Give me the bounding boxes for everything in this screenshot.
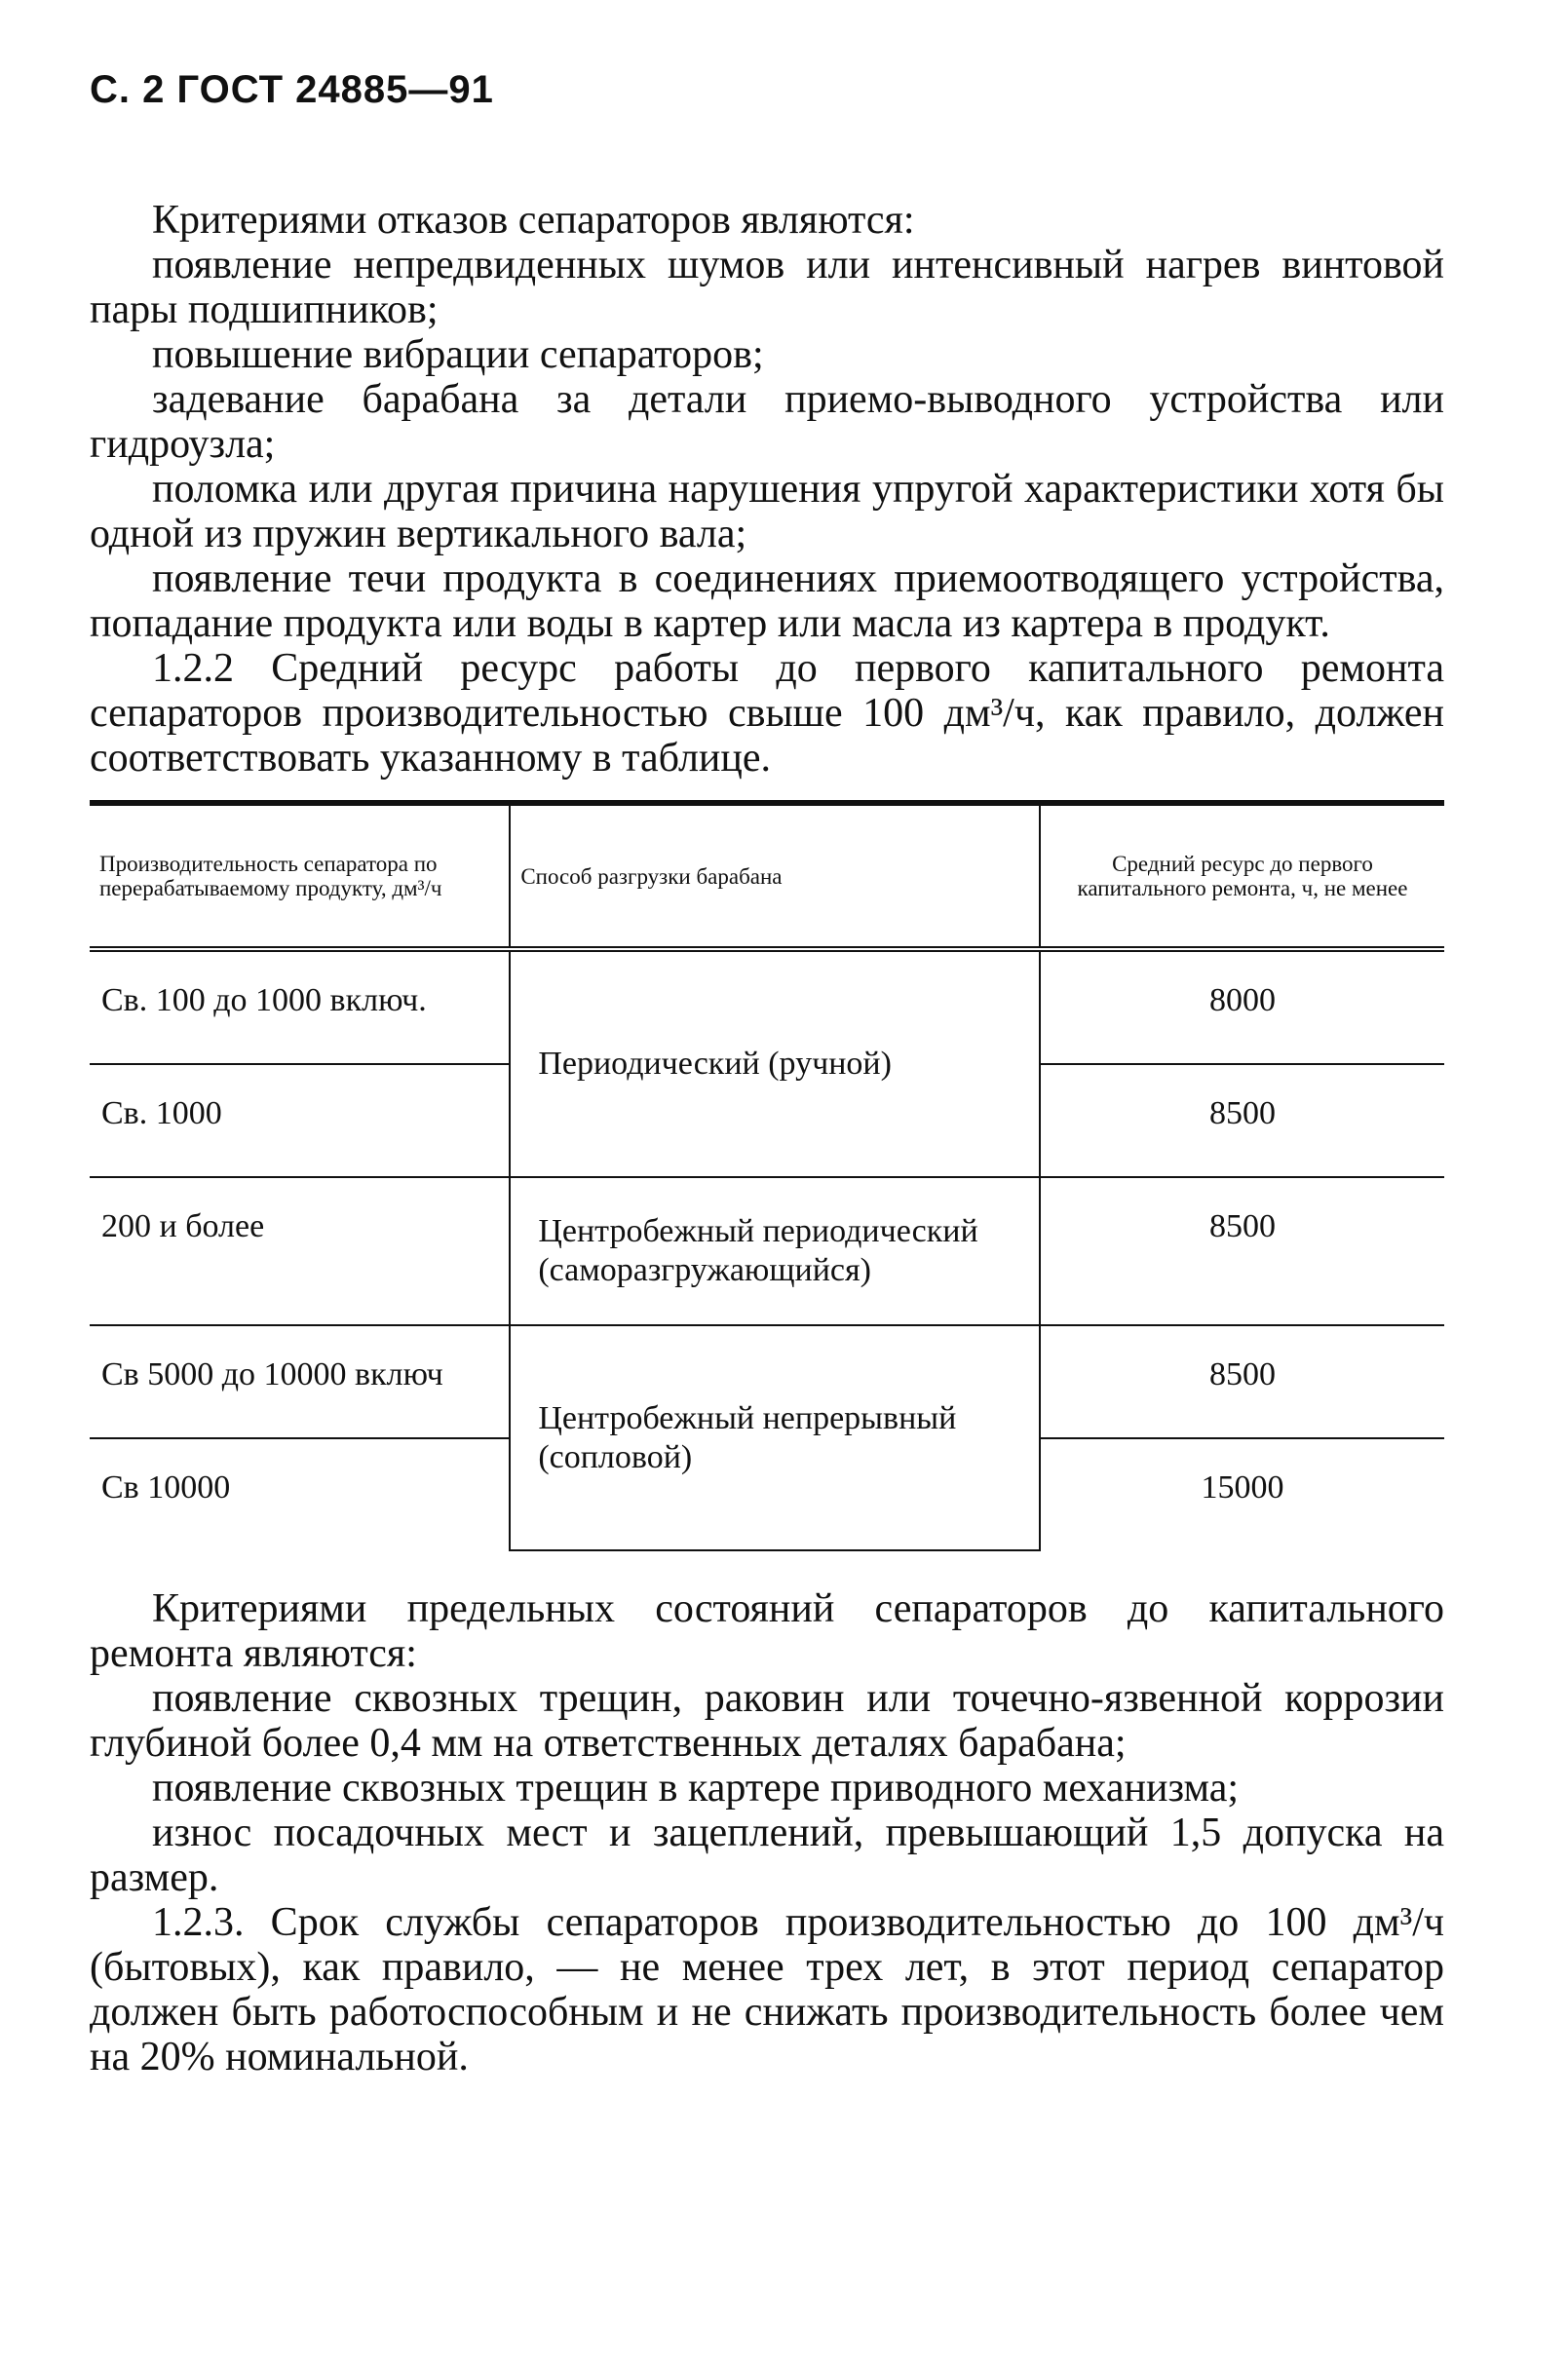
resource-cell: 8500 [1040,1325,1444,1438]
capacity-cell: Св 10000 [101,1469,231,1506]
capacity-cell: Св 5000 до 10000 включ [90,1325,510,1438]
table-row [90,1177,1444,1325]
capacity-cell: 200 и более [90,1177,510,1325]
failure-criterion-item: появление течи продукта в соединениях приемоотводящего устройства, попадание продукта или воды в картер или масла из картера в продукт. [90,556,1444,646]
resource-cell: 8500 [1040,1064,1444,1177]
header-capacity: Производительность сепаратора по перерабатываемому продукту, дм³/ч [90,803,510,949]
table-row [90,1325,1444,1438]
failure-criterion-item: задевание барабана за детали приемо-выводного устройства или гидроузла; [90,377,1444,467]
table-header-row [90,803,1444,949]
resource-cell: 8000 [1040,949,1444,1064]
resource-cell: 8500 [1040,1177,1444,1325]
capacity-cell: Св. 100 до 1000 включ. [90,949,510,1064]
failure-criterion-item: повышение вибрации сепараторов; [152,332,764,377]
failure-criterion-item: поломка или другая причина нарушения упругой характеристики хотя бы одной из пружин вертикального вала; [90,467,1444,556]
table-row [90,949,1444,1064]
capacity-cell: Св. 1000 [90,1064,510,1177]
header-unloading-method: Способ разгрузки барабана [510,803,1040,949]
resource-cell: 15000 [1040,1438,1444,1550]
limit-states-lead: Критериями предельных состояний сепараторов до капитального ремонта являются: [90,1586,1444,1676]
document-page [90,68,1444,2079]
method-cell: Центробежный непрерывный (сопловой) [510,1325,1040,1550]
running-head: С. 2 ГОСТ 24885—91 [90,68,494,111]
limit-state-item: появление сквозных трещин в картере приводного механизма; [152,1766,1240,1811]
clause-1-2-3: 1.2.3. Срок службы сепараторов производительностью до 100 дм³/ч (бытовых), как правило, — не менее трех лет, в этот период сепаратор должен быть работоспособным и не снижать производительность более чем на 20% номинальной. [90,1900,1444,2079]
limit-state-item: появление сквозных трещин, раковин или точечно-язвенной коррозии глубиной более 0,4 мм на ответственных деталях барабана; [90,1676,1444,1766]
method-cell: Центробежный периодический (саморазгружающийся) [510,1177,1040,1325]
method-cell: Периодический (ручной) [510,949,1040,1177]
failure-criterion-item: появление непредвиденных шумов или интенсивный нагрев винтовой пары подшипников; [90,243,1444,332]
header-average-resource: Средний ресурс до первого капитального ремонта, ч, не менее [1040,803,1444,949]
failure-criteria-lead: Критериями отказов сепараторов являются: [152,198,915,243]
clause-1-2-2: 1.2.2 Средний ресурс работы до первого капитального ремонта сепараторов производительностью свыше 100 дм³/ч, как правило, должен соответствовать указанному в таблице. [90,646,1444,781]
limit-state-item: износ посадочных мест и зацеплений, превышающий 1,5 допуска на размер. [90,1811,1444,1900]
resource-table [90,800,1444,1551]
